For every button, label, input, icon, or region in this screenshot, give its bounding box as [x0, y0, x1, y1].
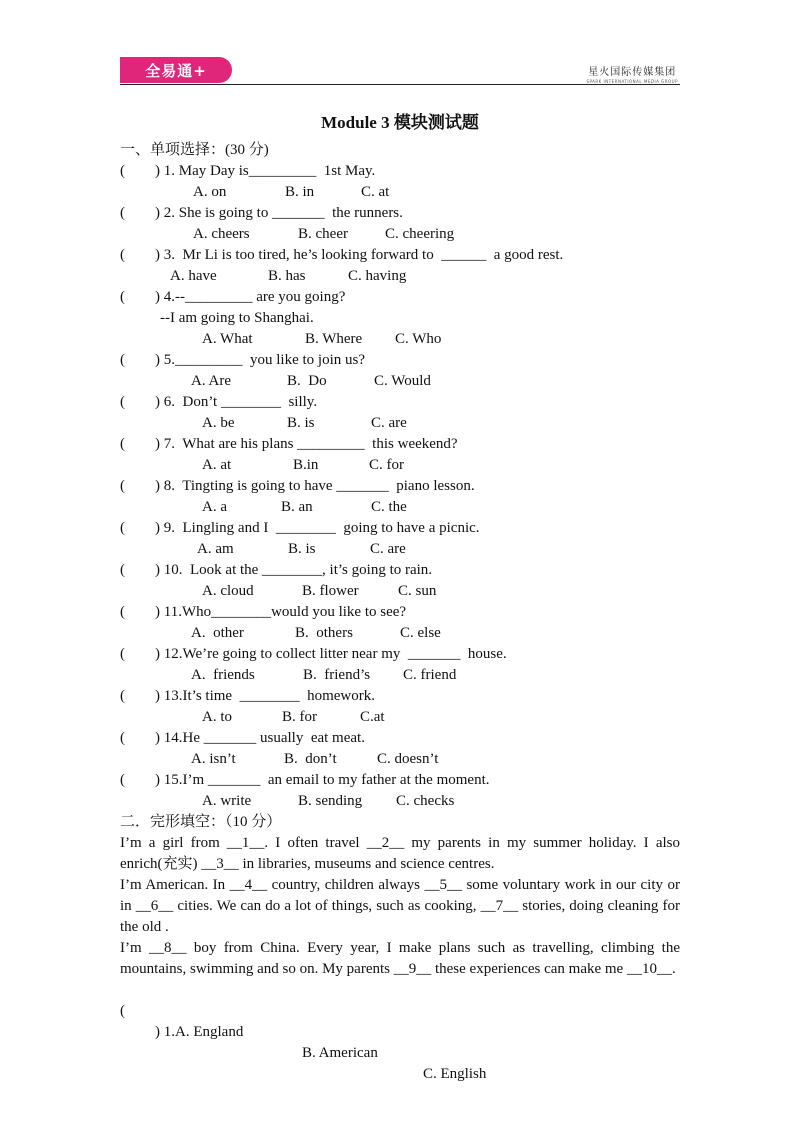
option-a[interactable]: A. to	[202, 709, 232, 725]
question-stem: ) 4.--_________ are you going?	[155, 289, 346, 305]
page-title: Module 3 模块测试题	[321, 113, 479, 132]
option-c[interactable]: C.at	[360, 709, 385, 725]
option-b[interactable]: B. in	[285, 184, 315, 200]
answer-blank[interactable]: (	[120, 520, 125, 536]
option-b[interactable]: B. Do	[287, 373, 327, 389]
cloze-paragraph: I’m __8__ boy from China. Every year, I make plans such as travelling, climbing the mountains, swimming and so on. My parents __9__ these experiences can make me __10__.	[120, 940, 680, 977]
answer-blank[interactable]: (	[120, 604, 125, 620]
answer-blank[interactable]: (	[120, 688, 125, 704]
option-row	[120, 497, 680, 518]
option-row	[120, 749, 680, 770]
option-row	[120, 791, 680, 812]
option-c[interactable]: C. sun	[398, 583, 437, 599]
option-a[interactable]: A. isn’t	[191, 751, 236, 767]
cloze-paragraph: I’m a girl from __1__. I often travel __2__ my parents in my summer holiday. I also enrich(充实) __3__ in libraries, museums and science centres.	[120, 835, 680, 872]
option-b[interactable]: B. cheer	[298, 226, 348, 242]
brand-name-cn: 星火国际传媒集团	[588, 67, 677, 78]
question-row	[120, 560, 680, 581]
option-a[interactable]: A. friends	[191, 667, 255, 683]
answer-blank[interactable]: (	[120, 562, 125, 578]
option-c[interactable]: C. cheering	[385, 226, 455, 242]
question-row	[120, 644, 680, 665]
section2-heading: 二．完形填空：（10 分）	[120, 814, 282, 830]
option-c[interactable]: C. at	[361, 184, 390, 200]
question-stem: ) 3. Mr Li is too tired, he’s looking forward to ______ a good rest.	[155, 247, 564, 263]
option-c[interactable]: C. Would	[374, 373, 431, 389]
option-c[interactable]: C. are	[371, 415, 407, 431]
question-row	[120, 434, 680, 455]
option-row	[120, 182, 680, 203]
option-b[interactable]: B. is	[287, 415, 315, 431]
option-b[interactable]: B. don’t	[284, 751, 337, 767]
option-a[interactable]: A. write	[202, 793, 252, 809]
question-row	[120, 728, 680, 749]
question-row	[120, 161, 680, 182]
option-row	[120, 455, 680, 476]
option-row	[120, 623, 680, 644]
answer-blank[interactable]: (	[120, 478, 125, 494]
cloze-paragraph: I’m American. In __4__ country, children always __5__ some voluntary work in our city or in __6__ cities. We can do a lot of things, such as cooking, __7__ stories, doing cleaning for the old .	[120, 877, 680, 935]
option-b[interactable]: B. is	[288, 541, 316, 557]
option-row	[120, 539, 680, 560]
question-stem: ) 7. What are his plans _________ this weekend?	[155, 436, 458, 452]
option-a[interactable]: A. at	[202, 457, 232, 473]
option-b[interactable]: B. sending	[298, 793, 363, 809]
answer-blank[interactable]: (	[120, 730, 125, 746]
question-stem: ) 8. Tingting is going to have _______ piano lesson.	[155, 478, 475, 494]
question-stem: ) 6. Don’t ________ silly.	[155, 394, 318, 410]
option-a[interactable]: A. have	[170, 268, 217, 284]
question-row	[120, 686, 680, 707]
answer-blank[interactable]: (	[120, 247, 125, 263]
question-stem: ) 9. Lingling and I ________ going to have a picnic.	[155, 520, 480, 536]
question-stem: ) 12.We’re going to collect litter near my _______ house.	[155, 646, 507, 662]
question-stem: ) 11.Who________would you like to see?	[155, 604, 407, 620]
brand-block	[586, 63, 678, 84]
section1-heading: 一、单项选择：(30 分)	[120, 142, 269, 158]
option-b[interactable]: B.in	[293, 457, 319, 473]
cloze-q1-stem: ) 1.A. England	[155, 1024, 244, 1040]
option-c[interactable]: C. friend	[403, 667, 457, 683]
option-a[interactable]: A. What	[202, 331, 253, 347]
question-row	[120, 203, 680, 224]
option-row	[120, 371, 680, 392]
option-row	[120, 413, 680, 434]
option-a[interactable]: A. a	[202, 499, 227, 515]
question-row	[120, 350, 680, 371]
answer-blank[interactable]: (	[120, 205, 125, 221]
question-row	[120, 287, 680, 308]
option-a[interactable]: A. cloud	[202, 583, 254, 599]
option-a[interactable]: A. Are	[191, 373, 231, 389]
option-a[interactable]: A. on	[193, 184, 227, 200]
option-b[interactable]: B. an	[281, 499, 313, 515]
question-stem: ) 1. May Day is_________ 1st May.	[155, 163, 376, 179]
header-rule	[120, 84, 680, 85]
answer-blank[interactable]: (	[120, 1003, 125, 1019]
question-row	[120, 770, 680, 791]
brand-name-en: SPARK INTERNATIONAL MEDIA GROUP	[586, 79, 678, 84]
question-stem: ) 15.I’m _______ an email to my father at the moment.	[155, 772, 490, 788]
option-row	[120, 224, 680, 245]
question-stem: ) 14.He _______ usually eat meat.	[155, 730, 365, 746]
option-row	[120, 707, 680, 728]
question-stem: ) 2. She is going to _______ the runners.	[155, 205, 403, 221]
option-b[interactable]: B. has	[268, 268, 306, 284]
answer-blank[interactable]: (	[120, 436, 125, 452]
exam-content	[120, 140, 680, 1082]
option-b[interactable]: B. friend’s	[303, 667, 371, 683]
option-a[interactable]: A. cheers	[193, 226, 250, 242]
question-row	[120, 392, 680, 413]
option-b[interactable]: B. others	[295, 625, 353, 641]
cloze-q1-option-b: B. American	[302, 1045, 378, 1061]
answer-blank[interactable]: (	[120, 352, 125, 368]
answer-blank[interactable]: (	[120, 646, 125, 662]
cloze-q1-option-c: C. English	[423, 1066, 487, 1082]
option-b[interactable]: B. Where	[305, 331, 363, 347]
header-logo: 全易通+	[120, 57, 232, 83]
question-row	[120, 518, 680, 539]
option-a[interactable]: A. other	[191, 625, 244, 641]
option-a[interactable]: A. am	[197, 541, 234, 557]
answer-blank[interactable]: (	[120, 289, 125, 305]
option-row	[120, 266, 680, 287]
answer-blank[interactable]: (	[120, 772, 125, 788]
option-row	[120, 665, 680, 686]
option-c[interactable]: C. for	[369, 457, 404, 473]
option-c[interactable]: C. else	[400, 625, 441, 641]
option-b[interactable]: B. for	[282, 709, 317, 725]
answer-blank[interactable]: (	[120, 394, 125, 410]
option-row	[120, 581, 680, 602]
option-c[interactable]: C. checks	[396, 793, 455, 809]
option-c[interactable]: C. having	[348, 268, 407, 284]
option-c[interactable]: C. are	[370, 541, 406, 557]
question-stem: ) 5._________ you like to join us?	[155, 352, 365, 368]
question-row	[120, 476, 680, 497]
question-row	[120, 602, 680, 623]
cloze-question-1	[120, 980, 680, 1082]
question-extra-line: --I am going to Shanghai.	[160, 310, 314, 326]
question-stem: ) 13.It’s time ________ homework.	[155, 688, 375, 704]
option-c[interactable]: C. the	[371, 499, 407, 515]
option-row	[120, 329, 680, 350]
question-list	[120, 161, 680, 812]
question-stem: ) 10. Look at the ________, it’s going to rain.	[155, 562, 433, 578]
option-b[interactable]: B. flower	[302, 583, 359, 599]
option-a[interactable]: A. be	[202, 415, 235, 431]
answer-blank[interactable]: (	[120, 163, 125, 179]
question-row	[120, 245, 680, 266]
option-c[interactable]: C. doesn’t	[377, 751, 439, 767]
option-c[interactable]: C. Who	[395, 331, 442, 347]
